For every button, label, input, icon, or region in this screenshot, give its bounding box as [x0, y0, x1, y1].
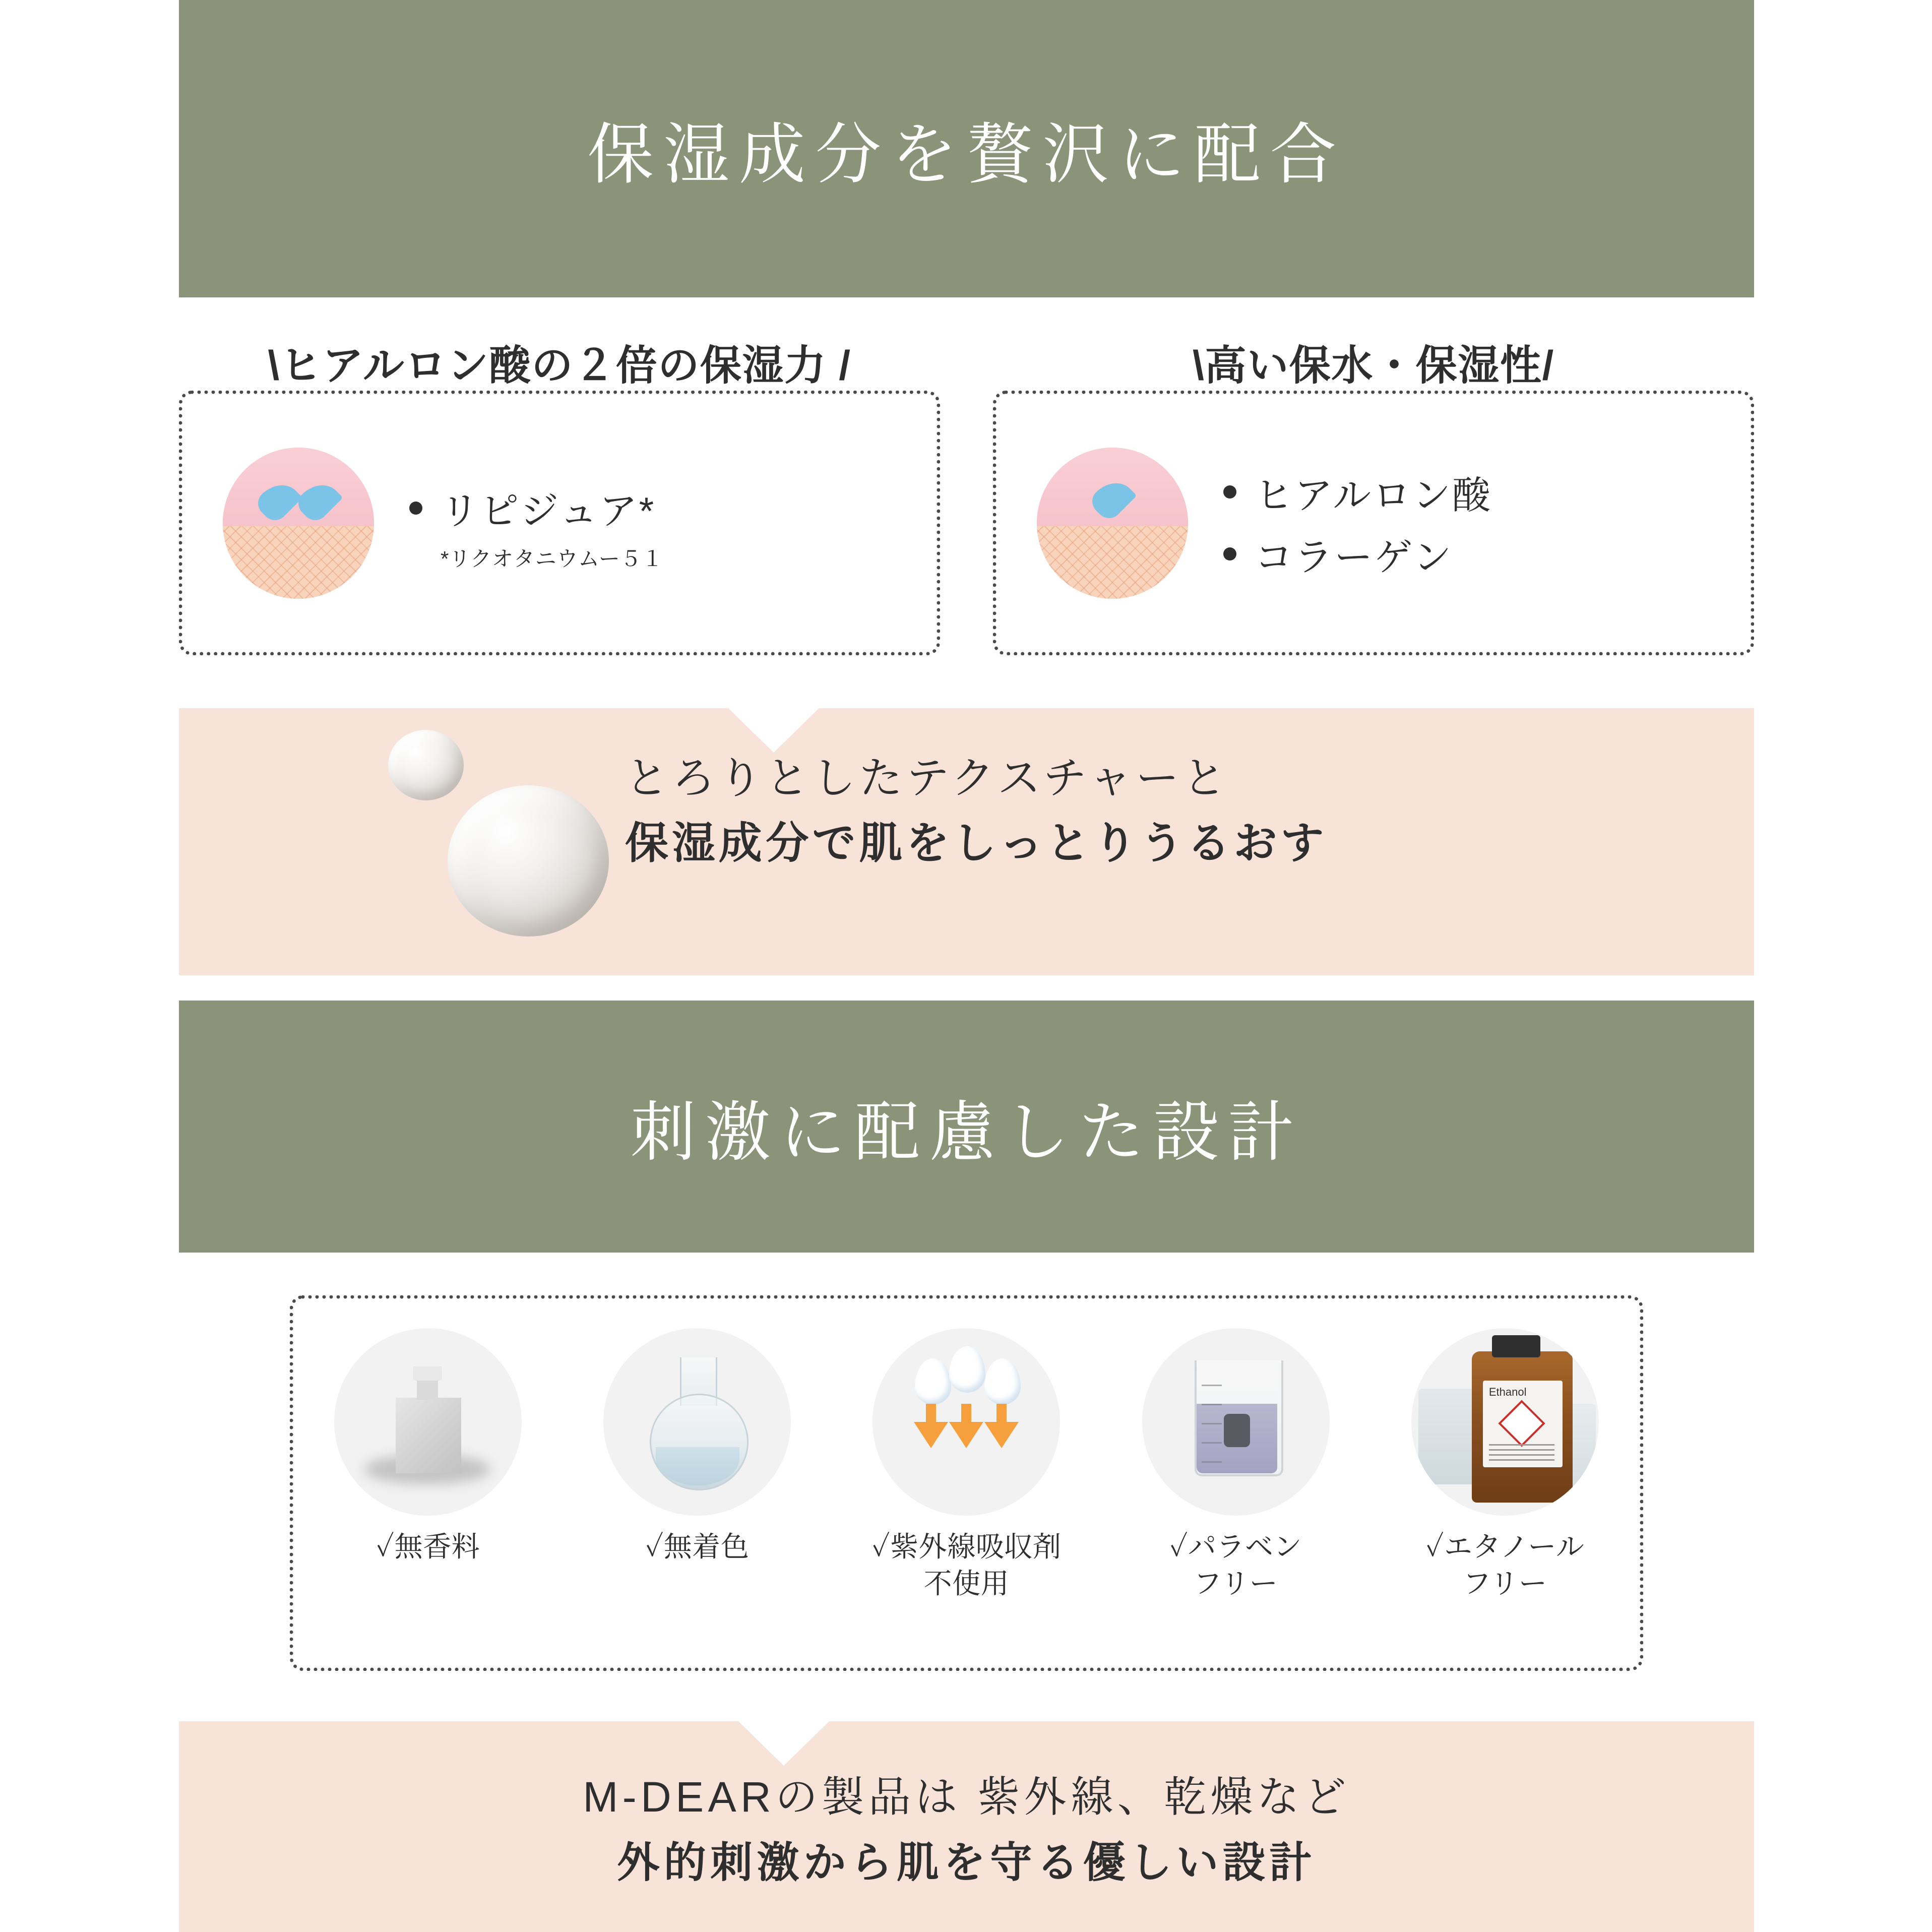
ingredient-card-box: [179, 391, 940, 655]
feature-item: [317, 1328, 539, 1566]
feature-label-line2: フリー: [1463, 1567, 1547, 1599]
feature-label: [586, 1529, 808, 1566]
clear-flask-icon: [603, 1328, 791, 1516]
ingredient-name: リピジュア*: [441, 490, 656, 533]
skin-hydration-double-drop-icon: [223, 448, 374, 599]
feature-label-line2: フリー: [1193, 1567, 1278, 1599]
bullet-dot-icon: [409, 502, 422, 515]
bullet-dot-icon: [1223, 547, 1236, 560]
ingredient-footnote: *リクオタニウムー５１: [441, 547, 664, 571]
ingredient-list: [1223, 458, 1492, 589]
band-notch: [738, 1721, 829, 1766]
water-droplets-icon: [373, 721, 635, 953]
ingredient-card-title: \ヒアルロン酸の２倍の保湿力 /: [268, 343, 851, 389]
closing-line-2: 外的刺激から肌を守る優しい設計: [617, 1839, 1316, 1887]
feature-label-line1: ✓無香料: [376, 1531, 480, 1563]
feature-label: [855, 1529, 1077, 1602]
section-banner-moisture: [179, 0, 1754, 297]
texture-line-1: とろりとしたテクスチャーと: [625, 754, 1229, 802]
bullet-dot-icon: [1223, 485, 1236, 498]
feature-label-line2: 不使用: [923, 1567, 1010, 1599]
feature-item: [1125, 1328, 1347, 1602]
feature-item: [586, 1328, 808, 1566]
ingredient-card: [993, 333, 1754, 655]
list-item: [1223, 465, 1492, 520]
texture-band-text: [625, 746, 1583, 876]
feature-item: [1394, 1328, 1616, 1602]
ingredient-list: [409, 473, 663, 573]
free-from-features-box: [290, 1295, 1643, 1671]
ingredient-card-box: [993, 391, 1754, 655]
ingredient-card-title: \高い保水・保湿性/: [1193, 343, 1554, 389]
feature-label-line1: ✓エタノール: [1425, 1531, 1585, 1563]
ingredient-card: [179, 333, 940, 655]
banner-moisture-title: 保湿成分を贅沢に配合: [587, 117, 1346, 192]
feature-label: [1394, 1529, 1616, 1602]
feature-label-line1: ✓パラベン: [1169, 1531, 1302, 1563]
skin-hydration-single-drop-icon: [1037, 448, 1188, 599]
texture-line-2: 保湿成分で肌をしっとりうるおす: [625, 819, 1328, 867]
feature-item: [855, 1328, 1077, 1602]
closing-band-text: [179, 1764, 1754, 1895]
closing-line-1: M-DEARの製品は 紫外線、乾燥など: [583, 1773, 1350, 1821]
fragrance-bottle-icon: [334, 1328, 522, 1516]
section-banner-gentle: [179, 1001, 1754, 1253]
uv-absorber-icon: [872, 1328, 1060, 1516]
list-item: [1223, 527, 1492, 582]
feature-label-line1: ✓無着色: [645, 1531, 750, 1563]
feature-label: [1125, 1529, 1347, 1602]
ingredient-name: ヒアルロン酸: [1255, 474, 1492, 517]
ingredient-name: コラーゲン: [1255, 536, 1453, 579]
ethanol-bottle-icon: Ethanol: [1411, 1328, 1599, 1516]
banner-gentle-title: 刺激に配慮した設計: [630, 1095, 1303, 1169]
feature-label: [317, 1529, 539, 1566]
ingredient-cards-row: [179, 333, 1754, 655]
beaker-icon: [1142, 1328, 1330, 1516]
feature-label-line1: ✓紫外線吸収剤: [871, 1531, 1062, 1563]
list-item: [409, 480, 663, 535]
